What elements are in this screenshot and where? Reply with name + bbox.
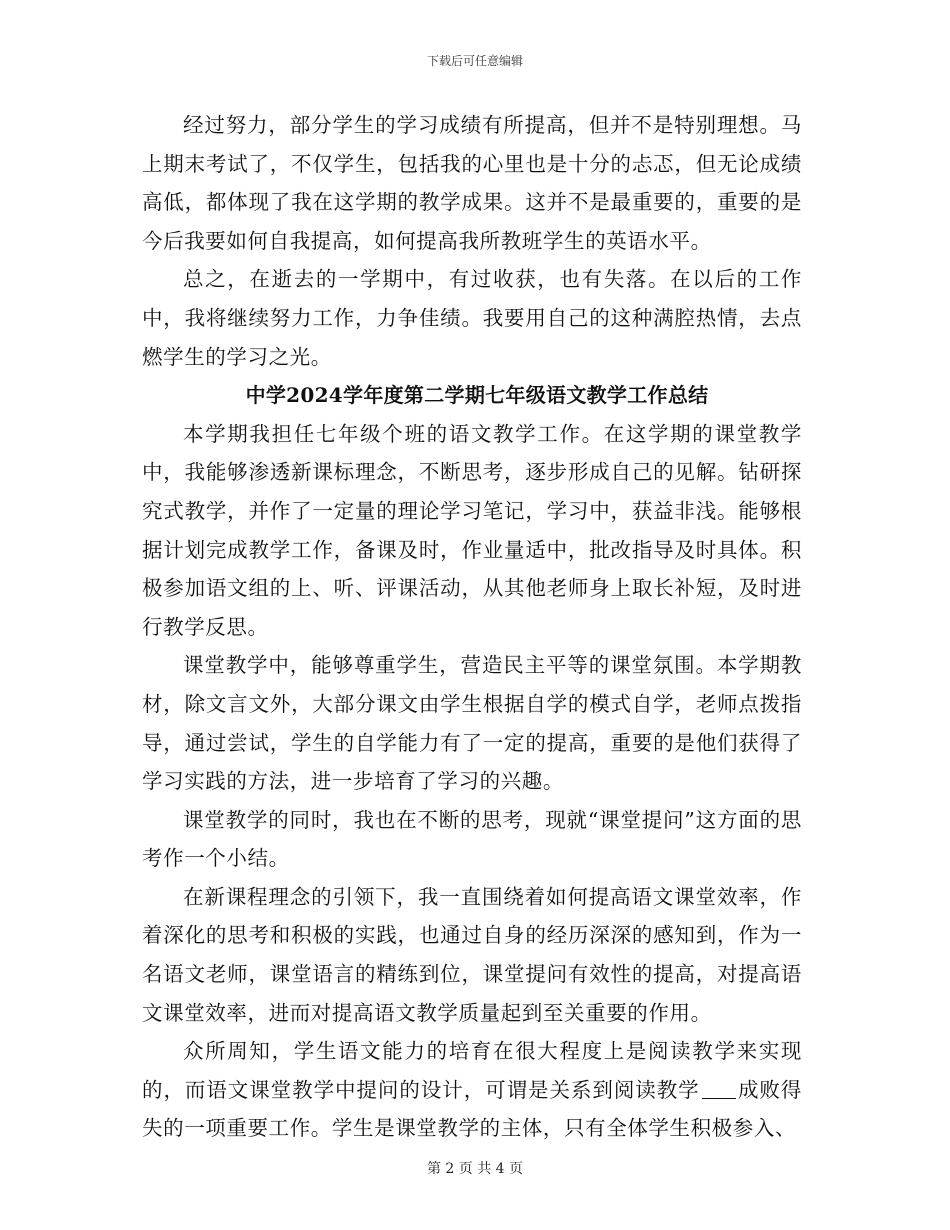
paragraph: 经过努力，部分学生的学习成绩有所提高，但并不是特别理想。马上期末考试了，不仅学生，包括我的心里也是十分的忐忑，但无论成绩高低，都体现了我在这学期的教学成果。这并不是最重要的，重要的是今后我要如何自我提高，如何提高我所教班学生的英语水平。 (142, 113, 802, 253)
paragraph: 课堂教学中，能够尊重学生，营造民主平等的课堂氛围。本学期教材，除文言文外，大部分课文由学生根据自学的模式自学，老师点拨指导，通过尝试，学生的自学能力有了一定的提高，重要的是他们获得了学习实践的方法，进一步培育了学习的兴趣。 (142, 653, 802, 794)
paragraph: 在新课程理念的引领下，我一直围绕着如何提高语文课堂效率，作着深化的思考和积极的实践，也通过自身的经历深深的感知到，作为一名语文老师，课堂语言的精练到位，课堂提问有效性的提高，对提高语文课堂效率，进而对提高语文教学质量起到至关重要的作用。 (142, 884, 802, 1025)
paragraph-text-part: 众所周知，学生语文能力的培育在很大程度上是阅读教学来实现的，而语文课堂教学中提问的设计，可谓是关系到阅读教学 (142, 1039, 802, 1102)
section-title: 中学2024学年度第二学期七年级语文教学工作总结 (245, 383, 709, 408)
document-body (142, 106, 802, 1148)
paragraph: 总之，在逝去的一学期中，有过收获，也有失落。在以后的工作中，我将继续努力工作，力争佳绩。我要用自己的这种满腔热情，去点燃学生的学习之光。 (142, 267, 802, 369)
paragraph: 本学期我担任七年级个班的语文教学工作。在这学期的课堂教学中，我能够渗透新课标理念，不断思考，逐步形成自己的见解。钻研探究式教学，并作了一定量的理论学习笔记，学习中，获益非浅。能够根据计划完成教学工作，备课及时，作业量适中，批改指导及时具体。积极参加语文组的上、听、评课活动，从其他老师身上取长补短，及时进行教学反思。 (142, 421, 802, 639)
paragraph: 课堂教学的同时，我也在不断的思考，现就“课堂提问”这方面的思考作一个小结。 (142, 807, 802, 871)
paragraph-with-blank (142, 1032, 802, 1148)
header-note: 下载后可任意编辑 (426, 54, 523, 68)
fill-in-blank (702, 1077, 736, 1099)
page-number: 第 2 页 共 4 页 (426, 1161, 524, 1177)
paragraph-text-part: 成败得失的一项重要工作。学生是课堂教学的主体，只有全体学生积极参入、 (142, 1077, 802, 1141)
